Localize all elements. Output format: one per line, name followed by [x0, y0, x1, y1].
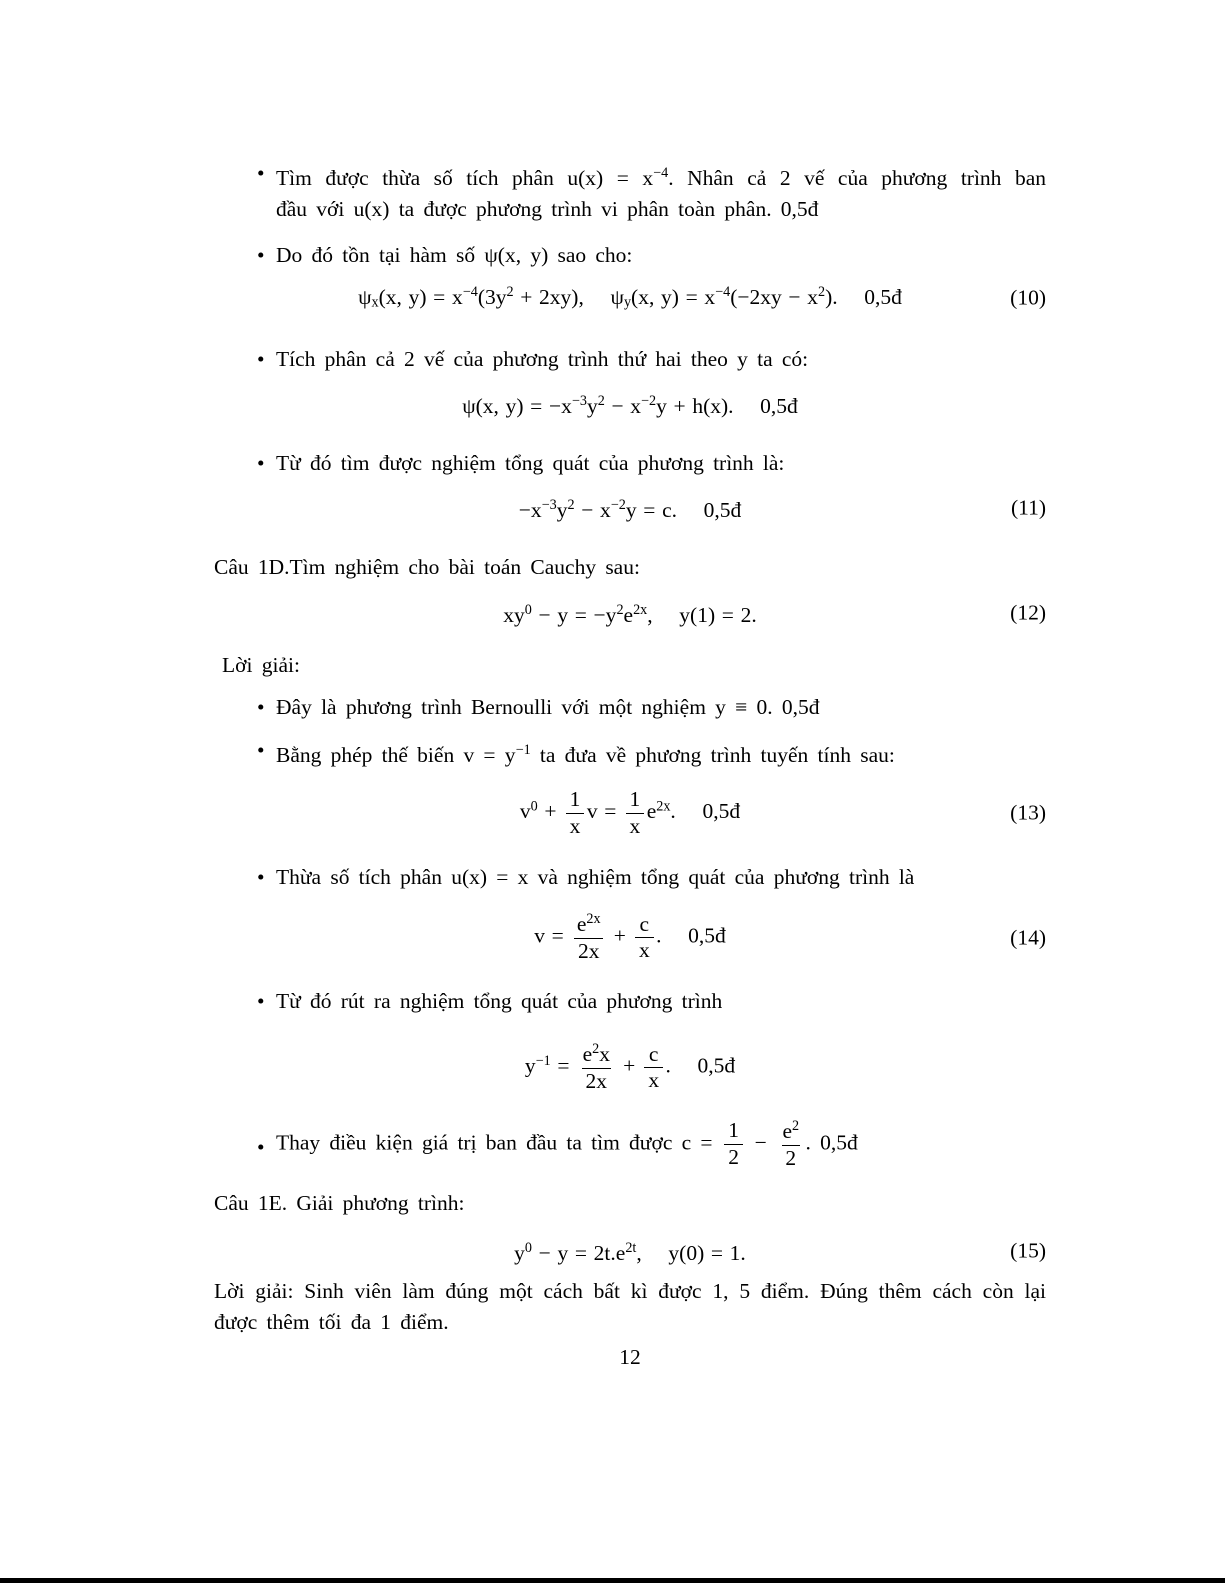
text-line: đầu với u(x) ta được phương trình vi phân toàn phân. 0,5đ	[276, 196, 819, 221]
text-line: Bằng phép thế biến $v = y^{-1}$ ta đưa về phương trình tuyến tính sau:	[276, 742, 895, 767]
equation-math: $v^0$ + $\frac{1}{x}$ v = $\frac{1}{x}$ $e^{2x}$. 0,5đ	[519, 786, 741, 838]
equation-number: (11)	[1010, 495, 1046, 520]
equation-number: (10)	[1010, 285, 1046, 310]
bullet-integrating-factor-x	[214, 862, 1046, 893]
bullet-icon: •	[257, 695, 265, 719]
equation-math: $y^{-1}$ = $\frac{e^2x}{2x}$ + $\frac{c}{x}$ . 0,5đ	[524, 1041, 736, 1093]
text-line: Thay điều kiện giá trị ban đầu ta tìm được c = $\frac{1}{2}$ − $\frac{e^2}{2}$ . 0,5đ	[276, 1118, 858, 1170]
bullet-icon: •	[257, 347, 265, 371]
text-line: Đây là phương trình Bernoulli với một nghiệm y ≡ 0. 0,5đ	[276, 695, 820, 719]
bullet-icon: •	[257, 989, 265, 1013]
heading-loi-giai-1d	[214, 650, 1046, 681]
bullet-integrate-both-sides	[214, 344, 1046, 375]
paragraph-grading-note	[214, 1276, 1046, 1338]
page-bottom-border	[0, 1578, 1225, 1583]
equation-psi	[214, 382, 1046, 426]
text-line: Câu 1D.Tìm nghiệm cho bài toán Cauchy sau:	[214, 555, 640, 579]
equation-math: ψ(x, $y) = -x^{-3}y^2 - x^{-2}y + h(x)$. 0,5đ	[462, 393, 798, 418]
text-line: Lời giải: Sinh viên làm đúng một cách bất kì được 1, 5 điểm. Đúng thêm cách còn lại	[214, 1279, 1046, 1303]
equation-11	[214, 486, 1046, 530]
text-line: Từ đó tìm được nghiệm tổng quát của phương trình là:	[276, 451, 785, 475]
bullet-icon: •	[257, 451, 265, 475]
bullet-icon: •	[257, 243, 265, 267]
bullet-general-solution-intro	[214, 448, 1046, 479]
bullet-icon: •	[257, 865, 265, 889]
equation-math: v = $\frac{e^{2x}}{2x}$ + $\frac{c}{x}$ . 0,5đ	[534, 911, 726, 963]
text-line: Do đó tồn tại hàm số ψ(x, y) sao cho:	[276, 243, 633, 267]
heading-cau-1d	[214, 552, 1046, 583]
text-line: Câu 1E. Giải phương trình:	[214, 1191, 465, 1215]
equation-number: (14)	[1010, 925, 1046, 950]
equation-number: (13)	[1010, 800, 1046, 825]
equation-number: (15)	[1010, 1238, 1046, 1263]
equation-math: $y^0 - y = 2t.e^{2t}$, y(0) = 1.	[514, 1240, 746, 1265]
bullet-icon: •	[257, 161, 265, 185]
heading-cau-1e	[214, 1188, 1046, 1219]
equation-13	[214, 772, 1046, 854]
equation-y-inverse	[214, 1023, 1046, 1113]
equation-math: ψx(x, $y) = x^{-4}(3y^2 + 2xy)$, ψy(x, $y) = x^{-4}(-2xy - x^2)$. 0,5đ	[358, 284, 902, 311]
text-line: Thừa số tích phân u(x) = x và nghiệm tổng quát của phương trình là	[276, 865, 915, 889]
equation-15	[214, 1226, 1046, 1276]
bullet-integrating-factor	[214, 158, 1046, 225]
bullet-derive-solution	[214, 986, 1046, 1017]
text-line: được thêm tối đa 1 điểm.	[214, 1310, 449, 1334]
equation-math: $xy^0 - y = -y^2e^{2x}$, y(1) = 2.	[503, 602, 757, 627]
text-line: Tìm được thừa số tích phân $u(x) = x^{-4}$. Nhân cả 2 vế của phương trình ban	[276, 165, 1046, 190]
equation-number: (12)	[1010, 600, 1046, 625]
bullet-icon: •	[257, 738, 265, 762]
page-number: 12	[619, 1345, 641, 1369]
equation-12	[214, 588, 1046, 638]
bullet-substitution	[214, 735, 1046, 771]
equation-math: $-x^{-3}y^2 - x^{-2}y = c$. 0,5đ	[518, 497, 742, 522]
text-line: Tích phân cả 2 vế của phương trình thứ hai theo y ta có:	[276, 347, 809, 371]
bullet-icon: •	[257, 1135, 265, 1159]
equation-14	[214, 893, 1046, 983]
bullet-bernoulli	[214, 692, 1046, 723]
text-line: Lời giải:	[222, 653, 300, 677]
bullet-initial-condition	[214, 1118, 1046, 1171]
bullet-psi-exists	[214, 240, 1046, 271]
equation-10	[214, 276, 1046, 320]
text-line: Từ đó rút ra nghiệm tổng quát của phương trình	[276, 989, 723, 1013]
